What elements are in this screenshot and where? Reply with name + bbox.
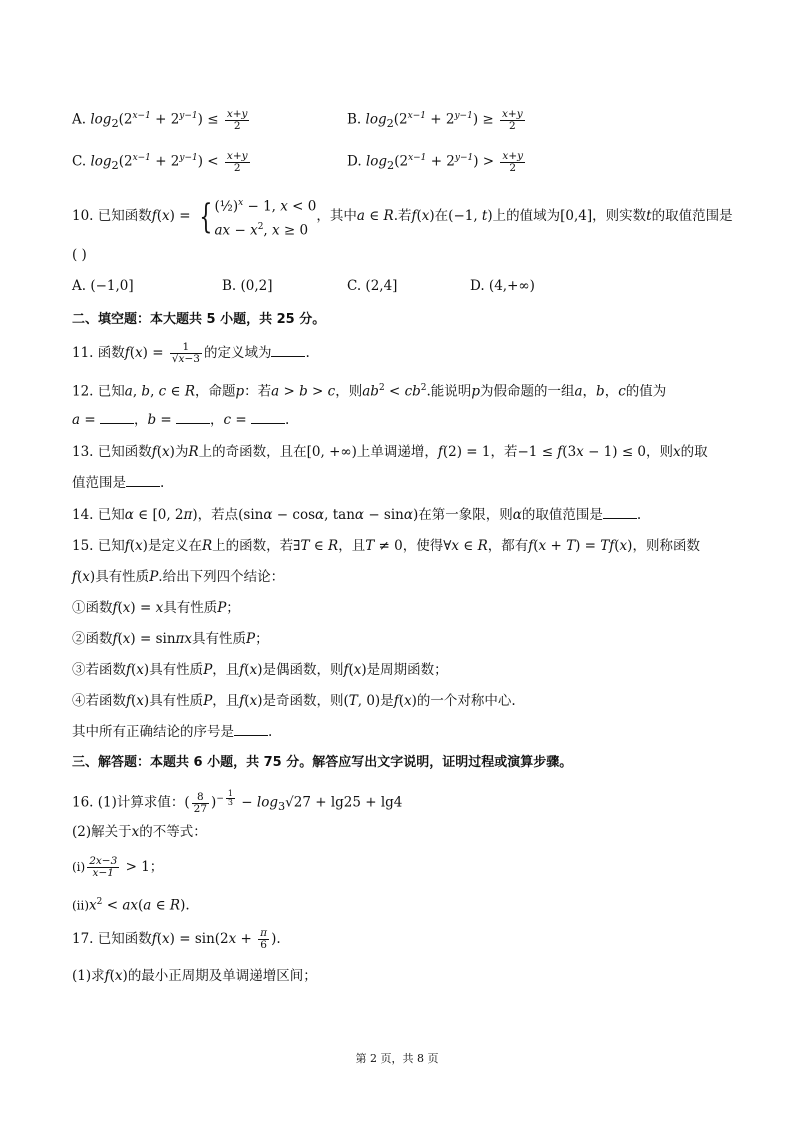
q14: 14. 已知α ∈ [0, 2π)，若点(sinα − cosα, tanα − sinα)在第一象限，则α的取值范围是 .: [72, 507, 642, 523]
q9-option-c: C. $\log_2(2^{x-1} + 2^{y-1})$ < $\frac{x+y}{2}$: [72, 149, 248, 174]
section-2-heading: 二、填空题：本大题共 5 小题，共 25 分。: [72, 312, 326, 327]
q16-part-1: 16. (1)计算求值：( $\frac{8}{27}$ )$^{- \frac{1}{3}}$ − $\log_3√27 + \lg 25 + \lg 4$: [72, 789, 403, 815]
q17-stem: 17. 已知函数f(x) = sin(2x + $\frac{\pi}{6}$ ).: [72, 927, 281, 951]
q16-part-2: (2)解关于x的不等式：: [72, 824, 207, 840]
q13-line-1: 13. 已知函数f(x)为R上的奇函数，且在[0, +∞)上单调递增，f(2) = 1，若−1 ≤ f(3x − 1) ≤ 0，则x的取: [72, 444, 708, 460]
q15-conclusion-4: ④若函数f(x)具有性质P，且f(x)是奇函数，则(T, 0)是f(x)的一个对称中心.: [72, 693, 516, 709]
q16-part-2-ii: $(ⅱ)x^2 < ax(a$ ∈ R).: [72, 897, 190, 914]
q15-line-1: 15. 已知f(x)是定义在R上的函数，若∃T ∈ R，且T ≠ 0，使得∀x ∈ R，都有f(x + T) = Tf(x)，则称函数: [72, 538, 700, 554]
q9-option-b: B. $\log_2(2^{x-1} + 2^{y-1})$ ≥ $\frac{x+y}{2}$: [347, 107, 523, 132]
q10-option-b: B. (0,2]: [222, 278, 273, 294]
page-footer: 第 2 页，共 8 页: [355, 1052, 439, 1065]
q11: 11. 函数f(x) = $\frac{1}{√x-3}$ 的定义域为 .: [72, 341, 310, 365]
q12-line-1: 12. 已知a, b, c ∈ R，命题p：若a > b > c，则$ab^2 < cb^2$.能说明p为假命题的一组a，b，c的值为: [72, 383, 667, 400]
q10-option-d: D. (4,+∞): [470, 278, 535, 294]
q13-line-2: 值范围是 .: [72, 475, 165, 491]
q9-option-d: D. $\log_2(2^{x-1} + 2^{y-1})$ > $\frac{x+y}{2}$: [347, 149, 524, 174]
q10-answer-parens: ( ): [72, 247, 87, 263]
q15-final: 其中所有正确结论的序号是 .: [72, 724, 273, 740]
q17-part-1: (1)求f(x)的最小正周期及单调递增区间；: [72, 968, 317, 984]
section-3-heading: 三、解答题：本题共 6 小题，共 75 分。解答应写出文字说明，证明过程或演算步骤。: [72, 755, 573, 770]
q10-option-c: C. (2,4]: [347, 278, 398, 294]
q10-option-a: A. (−1,0]: [72, 278, 134, 294]
q15-conclusion-3: ③若函数f(x)具有性质P，且f(x)是偶函数，则f(x)是周期函数；: [72, 662, 448, 678]
q15-conclusion-2: ②函数f(x) = sinπx具有性质P；: [72, 631, 269, 647]
q16-part-2-i: (ⅰ) $\frac{2x-3}{x-1}$ > 1；: [72, 855, 164, 879]
q15-conclusion-1: ①函数f(x) = x具有性质P；: [72, 600, 240, 616]
q15-line-2: f(x)具有性质P.给出下列四个结论：: [72, 569, 285, 585]
q10-stem: 10. 已知函数f(x) = { (½)$^x$ − 1, x < 0 ax − $x^2$, x ≥ 0 ，其中a ∈ R.若f(x)在(−1, t)上的值域为[0,4]，则实数t的取值范围是: [72, 196, 733, 238]
q12-line-2: a = ，b = ，c = .: [72, 412, 290, 428]
q9-option-a: A. $\log_2(2^{x-1} + 2^{y-1})$ ≤ $\frac{x+y}{2}$: [72, 107, 248, 132]
